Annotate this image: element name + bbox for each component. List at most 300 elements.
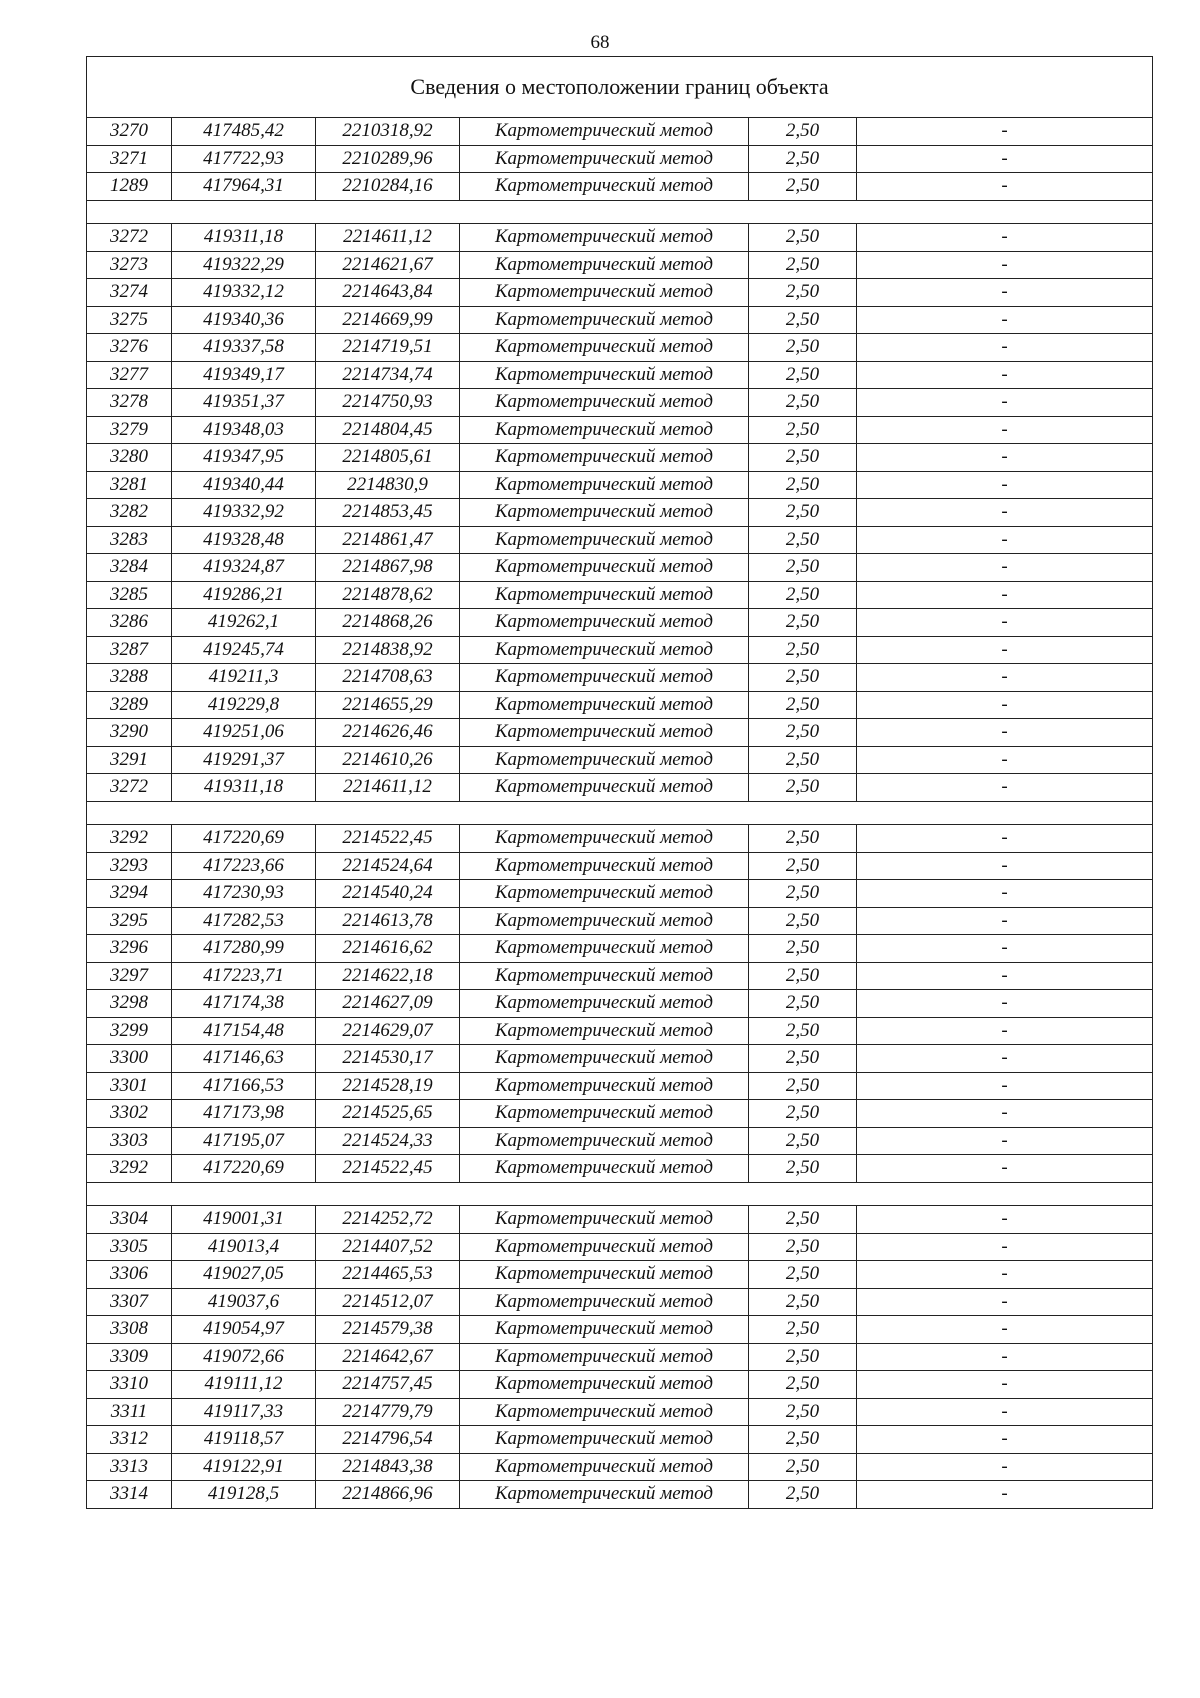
point-number-cell: 3311 bbox=[87, 1398, 172, 1426]
accuracy-cell: 2,50 bbox=[749, 880, 857, 908]
method-cell: Картометрический метод bbox=[460, 719, 749, 747]
point-number-cell: 3281 bbox=[87, 471, 172, 499]
table-row bbox=[87, 990, 1153, 1018]
coordinate-x-cell: 417485,42 bbox=[172, 118, 316, 146]
point-number-cell: 3274 bbox=[87, 279, 172, 307]
group-separator-cell bbox=[87, 200, 1153, 224]
coordinate-y-cell: 2214796,54 bbox=[316, 1426, 460, 1454]
description-cell: - bbox=[857, 118, 1153, 146]
accuracy-cell: 2,50 bbox=[749, 581, 857, 609]
method-cell: Картометрический метод bbox=[460, 1261, 749, 1289]
coordinate-x-cell: 419349,17 bbox=[172, 361, 316, 389]
coordinate-x-cell: 419328,48 bbox=[172, 526, 316, 554]
coordinate-x-cell: 419351,37 bbox=[172, 389, 316, 417]
table-row bbox=[87, 1398, 1153, 1426]
point-number-cell: 3282 bbox=[87, 499, 172, 527]
coordinate-x-cell: 419128,5 bbox=[172, 1481, 316, 1509]
coordinate-x-cell: 419001,31 bbox=[172, 1206, 316, 1234]
description-cell: - bbox=[857, 1206, 1153, 1234]
point-number-cell: 3276 bbox=[87, 334, 172, 362]
accuracy-cell: 2,50 bbox=[749, 990, 857, 1018]
coordinate-y-cell: 2214861,47 bbox=[316, 526, 460, 554]
coordinate-x-cell: 419111,12 bbox=[172, 1371, 316, 1399]
coordinate-x-cell: 419037,6 bbox=[172, 1288, 316, 1316]
description-cell: - bbox=[857, 609, 1153, 637]
group-separator-row bbox=[87, 1182, 1153, 1206]
accuracy-cell: 2,50 bbox=[749, 389, 857, 417]
table-row bbox=[87, 1261, 1153, 1289]
coordinate-y-cell: 2214750,93 bbox=[316, 389, 460, 417]
accuracy-cell: 2,50 bbox=[749, 1072, 857, 1100]
point-number-cell: 3309 bbox=[87, 1343, 172, 1371]
table-row bbox=[87, 173, 1153, 201]
coordinate-y-cell: 2214843,38 bbox=[316, 1453, 460, 1481]
description-cell: - bbox=[857, 1072, 1153, 1100]
table-row bbox=[87, 907, 1153, 935]
description-cell: - bbox=[857, 1316, 1153, 1344]
accuracy-cell: 2,50 bbox=[749, 416, 857, 444]
coordinate-x-cell: 419322,29 bbox=[172, 251, 316, 279]
group-separator-cell bbox=[87, 1182, 1153, 1206]
description-cell: - bbox=[857, 1017, 1153, 1045]
method-cell: Картометрический метод bbox=[460, 581, 749, 609]
coordinate-x-cell: 417964,31 bbox=[172, 173, 316, 201]
method-cell: Картометрический метод bbox=[460, 1481, 749, 1509]
coordinate-y-cell: 2214407,52 bbox=[316, 1233, 460, 1261]
coordinate-x-cell: 419027,05 bbox=[172, 1261, 316, 1289]
point-number-cell: 3290 bbox=[87, 719, 172, 747]
table-row bbox=[87, 1288, 1153, 1316]
coordinate-y-cell: 2214734,74 bbox=[316, 361, 460, 389]
point-number-cell: 3275 bbox=[87, 306, 172, 334]
method-cell: Картометрический метод bbox=[460, 852, 749, 880]
description-cell: - bbox=[857, 962, 1153, 990]
table-row bbox=[87, 1233, 1153, 1261]
description-cell: - bbox=[857, 1343, 1153, 1371]
description-cell: - bbox=[857, 1426, 1153, 1454]
coordinate-y-cell: 2214629,07 bbox=[316, 1017, 460, 1045]
description-cell: - bbox=[857, 1481, 1153, 1509]
method-cell: Картометрический метод bbox=[460, 1371, 749, 1399]
method-cell: Картометрический метод bbox=[460, 361, 749, 389]
method-cell: Картометрический метод bbox=[460, 1453, 749, 1481]
method-cell: Картометрический метод bbox=[460, 1206, 749, 1234]
accuracy-cell: 2,50 bbox=[749, 1288, 857, 1316]
coordinate-x-cell: 417173,98 bbox=[172, 1100, 316, 1128]
accuracy-cell: 2,50 bbox=[749, 962, 857, 990]
table-title: Сведения о местоположении границ объекта bbox=[87, 57, 1153, 118]
description-cell: - bbox=[857, 691, 1153, 719]
description-cell: - bbox=[857, 664, 1153, 692]
table-row bbox=[87, 251, 1153, 279]
table-row bbox=[87, 935, 1153, 963]
coordinate-y-cell: 2214878,62 bbox=[316, 581, 460, 609]
description-cell: - bbox=[857, 1453, 1153, 1481]
description-cell: - bbox=[857, 1155, 1153, 1183]
coordinate-y-cell: 2214655,29 bbox=[316, 691, 460, 719]
method-cell: Картометрический метод bbox=[460, 1045, 749, 1073]
accuracy-cell: 2,50 bbox=[749, 1453, 857, 1481]
table-row bbox=[87, 1072, 1153, 1100]
method-cell: Картометрический метод bbox=[460, 526, 749, 554]
coordinate-y-cell: 2214867,98 bbox=[316, 554, 460, 582]
table-row bbox=[87, 526, 1153, 554]
coordinate-x-cell: 419348,03 bbox=[172, 416, 316, 444]
table-row bbox=[87, 1316, 1153, 1344]
accuracy-cell: 2,50 bbox=[749, 907, 857, 935]
table-row bbox=[87, 664, 1153, 692]
description-cell: - bbox=[857, 825, 1153, 853]
point-number-cell: 3292 bbox=[87, 825, 172, 853]
point-number-cell: 3295 bbox=[87, 907, 172, 935]
table-row bbox=[87, 719, 1153, 747]
method-cell: Картометрический метод bbox=[460, 471, 749, 499]
point-number-cell: 3278 bbox=[87, 389, 172, 417]
accuracy-cell: 2,50 bbox=[749, 746, 857, 774]
table-row bbox=[87, 852, 1153, 880]
coordinate-y-cell: 2214643,84 bbox=[316, 279, 460, 307]
accuracy-cell: 2,50 bbox=[749, 224, 857, 252]
coordinate-x-cell: 417220,69 bbox=[172, 825, 316, 853]
point-number-cell: 3272 bbox=[87, 774, 172, 802]
description-cell: - bbox=[857, 1288, 1153, 1316]
coordinate-y-cell: 2214805,61 bbox=[316, 444, 460, 472]
point-number-cell: 3304 bbox=[87, 1206, 172, 1234]
description-cell: - bbox=[857, 389, 1153, 417]
description-cell: - bbox=[857, 935, 1153, 963]
point-number-cell: 3307 bbox=[87, 1288, 172, 1316]
accuracy-cell: 2,50 bbox=[749, 173, 857, 201]
table-row bbox=[87, 774, 1153, 802]
accuracy-cell: 2,50 bbox=[749, 1206, 857, 1234]
coordinate-x-cell: 419311,18 bbox=[172, 774, 316, 802]
accuracy-cell: 2,50 bbox=[749, 118, 857, 146]
table-row bbox=[87, 1100, 1153, 1128]
method-cell: Картометрический метод bbox=[460, 1017, 749, 1045]
accuracy-cell: 2,50 bbox=[749, 1233, 857, 1261]
table-row bbox=[87, 444, 1153, 472]
method-cell: Картометрический метод bbox=[460, 774, 749, 802]
method-cell: Картометрический метод bbox=[460, 251, 749, 279]
table-row bbox=[87, 1343, 1153, 1371]
point-number-cell: 3270 bbox=[87, 118, 172, 146]
description-cell: - bbox=[857, 774, 1153, 802]
accuracy-cell: 2,50 bbox=[749, 1100, 857, 1128]
coordinate-y-cell: 2214522,45 bbox=[316, 825, 460, 853]
table-row bbox=[87, 471, 1153, 499]
coordinate-y-cell: 2210289,96 bbox=[316, 145, 460, 173]
table-title-row bbox=[87, 57, 1153, 118]
coordinate-y-cell: 2214524,33 bbox=[316, 1127, 460, 1155]
accuracy-cell: 2,50 bbox=[749, 636, 857, 664]
description-cell: - bbox=[857, 1045, 1153, 1073]
accuracy-cell: 2,50 bbox=[749, 691, 857, 719]
point-number-cell: 3285 bbox=[87, 581, 172, 609]
coordinate-x-cell: 417166,53 bbox=[172, 1072, 316, 1100]
method-cell: Картометрический метод bbox=[460, 444, 749, 472]
coordinate-y-cell: 2214528,19 bbox=[316, 1072, 460, 1100]
coordinate-y-cell: 2214616,62 bbox=[316, 935, 460, 963]
point-number-cell: 3280 bbox=[87, 444, 172, 472]
description-cell: - bbox=[857, 746, 1153, 774]
point-number-cell: 3306 bbox=[87, 1261, 172, 1289]
accuracy-cell: 2,50 bbox=[749, 526, 857, 554]
coordinate-x-cell: 417223,66 bbox=[172, 852, 316, 880]
point-number-cell: 3296 bbox=[87, 935, 172, 963]
coordinate-x-cell: 419122,91 bbox=[172, 1453, 316, 1481]
description-cell: - bbox=[857, 636, 1153, 664]
point-number-cell: 3312 bbox=[87, 1426, 172, 1454]
table-row bbox=[87, 224, 1153, 252]
point-number-cell: 3288 bbox=[87, 664, 172, 692]
accuracy-cell: 2,50 bbox=[749, 444, 857, 472]
point-number-cell: 3297 bbox=[87, 962, 172, 990]
coordinate-y-cell: 2214579,38 bbox=[316, 1316, 460, 1344]
point-number-cell: 1289 bbox=[87, 173, 172, 201]
method-cell: Картометрический метод bbox=[460, 173, 749, 201]
description-cell: - bbox=[857, 145, 1153, 173]
coordinate-y-cell: 2214610,26 bbox=[316, 746, 460, 774]
table-row bbox=[87, 499, 1153, 527]
coordinate-x-cell: 419340,44 bbox=[172, 471, 316, 499]
coordinate-x-cell: 417282,53 bbox=[172, 907, 316, 935]
description-cell: - bbox=[857, 334, 1153, 362]
point-number-cell: 3299 bbox=[87, 1017, 172, 1045]
table-row bbox=[87, 145, 1153, 173]
description-cell: - bbox=[857, 173, 1153, 201]
method-cell: Картометрический метод bbox=[460, 691, 749, 719]
point-number-cell: 3310 bbox=[87, 1371, 172, 1399]
table-row bbox=[87, 389, 1153, 417]
coordinate-x-cell: 419013,4 bbox=[172, 1233, 316, 1261]
method-cell: Картометрический метод bbox=[460, 1155, 749, 1183]
coordinate-x-cell: 417154,48 bbox=[172, 1017, 316, 1045]
page-number: 68 bbox=[590, 32, 610, 53]
table-row bbox=[87, 746, 1153, 774]
point-number-cell: 3301 bbox=[87, 1072, 172, 1100]
coordinate-y-cell: 2214252,72 bbox=[316, 1206, 460, 1234]
accuracy-cell: 2,50 bbox=[749, 1481, 857, 1509]
description-cell: - bbox=[857, 526, 1153, 554]
coordinate-y-cell: 2210284,16 bbox=[316, 173, 460, 201]
method-cell: Картометрический метод bbox=[460, 746, 749, 774]
table-row bbox=[87, 279, 1153, 307]
coordinate-x-cell: 419072,66 bbox=[172, 1343, 316, 1371]
group-separator-cell bbox=[87, 801, 1153, 825]
table-row bbox=[87, 334, 1153, 362]
coordinate-x-cell: 419262,1 bbox=[172, 609, 316, 637]
method-cell: Картометрический метод bbox=[460, 609, 749, 637]
coordinate-y-cell: 2214540,24 bbox=[316, 880, 460, 908]
point-number-cell: 3277 bbox=[87, 361, 172, 389]
coordinate-y-cell: 2214830,9 bbox=[316, 471, 460, 499]
method-cell: Картометрический метод bbox=[460, 1316, 749, 1344]
point-number-cell: 3308 bbox=[87, 1316, 172, 1344]
table-row bbox=[87, 1127, 1153, 1155]
method-cell: Картометрический метод bbox=[460, 990, 749, 1018]
group-separator-row bbox=[87, 801, 1153, 825]
method-cell: Картометрический метод bbox=[460, 334, 749, 362]
coordinate-y-cell: 2214719,51 bbox=[316, 334, 460, 362]
table-row bbox=[87, 581, 1153, 609]
method-cell: Картометрический метод bbox=[460, 636, 749, 664]
description-cell: - bbox=[857, 1398, 1153, 1426]
method-cell: Картометрический метод bbox=[460, 825, 749, 853]
coordinate-y-cell: 2214611,12 bbox=[316, 774, 460, 802]
method-cell: Картометрический метод bbox=[460, 224, 749, 252]
coordinate-y-cell: 2214779,79 bbox=[316, 1398, 460, 1426]
coordinate-y-cell: 2214613,78 bbox=[316, 907, 460, 935]
description-cell: - bbox=[857, 1127, 1153, 1155]
method-cell: Картометрический метод bbox=[460, 1100, 749, 1128]
coordinate-y-cell: 2214669,99 bbox=[316, 306, 460, 334]
coordinate-y-cell: 2214627,09 bbox=[316, 990, 460, 1018]
coordinate-x-cell: 417174,38 bbox=[172, 990, 316, 1018]
coordinate-x-cell: 419340,36 bbox=[172, 306, 316, 334]
coordinate-y-cell: 2214525,65 bbox=[316, 1100, 460, 1128]
description-cell: - bbox=[857, 471, 1153, 499]
coordinate-x-cell: 419291,37 bbox=[172, 746, 316, 774]
coordinate-y-cell: 2214626,46 bbox=[316, 719, 460, 747]
method-cell: Картометрический метод bbox=[460, 1072, 749, 1100]
accuracy-cell: 2,50 bbox=[749, 306, 857, 334]
table-row bbox=[87, 1371, 1153, 1399]
coordinate-y-cell: 2214804,45 bbox=[316, 416, 460, 444]
method-cell: Картометрический метод bbox=[460, 306, 749, 334]
boundary-coordinates-table bbox=[86, 56, 1153, 1509]
description-cell: - bbox=[857, 499, 1153, 527]
accuracy-cell: 2,50 bbox=[749, 1398, 857, 1426]
description-cell: - bbox=[857, 444, 1153, 472]
coordinate-x-cell: 417195,07 bbox=[172, 1127, 316, 1155]
coordinate-y-cell: 2214642,67 bbox=[316, 1343, 460, 1371]
accuracy-cell: 2,50 bbox=[749, 719, 857, 747]
coordinate-y-cell: 2214524,64 bbox=[316, 852, 460, 880]
coordinate-y-cell: 2214512,07 bbox=[316, 1288, 460, 1316]
coordinate-y-cell: 2214866,96 bbox=[316, 1481, 460, 1509]
accuracy-cell: 2,50 bbox=[749, 852, 857, 880]
method-cell: Картометрический метод bbox=[460, 664, 749, 692]
coordinate-x-cell: 417223,71 bbox=[172, 962, 316, 990]
accuracy-cell: 2,50 bbox=[749, 471, 857, 499]
description-cell: - bbox=[857, 251, 1153, 279]
description-cell: - bbox=[857, 990, 1153, 1018]
coordinate-x-cell: 419332,12 bbox=[172, 279, 316, 307]
group-separator-row bbox=[87, 200, 1153, 224]
accuracy-cell: 2,50 bbox=[749, 1261, 857, 1289]
accuracy-cell: 2,50 bbox=[749, 825, 857, 853]
method-cell: Картометрический метод bbox=[460, 962, 749, 990]
accuracy-cell: 2,50 bbox=[749, 251, 857, 279]
accuracy-cell: 2,50 bbox=[749, 1371, 857, 1399]
coordinate-y-cell: 2214622,18 bbox=[316, 962, 460, 990]
description-cell: - bbox=[857, 1371, 1153, 1399]
accuracy-cell: 2,50 bbox=[749, 334, 857, 362]
method-cell: Картометрический метод bbox=[460, 1426, 749, 1454]
table-row bbox=[87, 1155, 1153, 1183]
point-number-cell: 3298 bbox=[87, 990, 172, 1018]
table-row bbox=[87, 1481, 1153, 1509]
point-number-cell: 3314 bbox=[87, 1481, 172, 1509]
method-cell: Картометрический метод bbox=[460, 1343, 749, 1371]
description-cell: - bbox=[857, 416, 1153, 444]
accuracy-cell: 2,50 bbox=[749, 361, 857, 389]
coordinate-x-cell: 419311,18 bbox=[172, 224, 316, 252]
point-number-cell: 3279 bbox=[87, 416, 172, 444]
coordinate-x-cell: 417722,93 bbox=[172, 145, 316, 173]
point-number-cell: 3287 bbox=[87, 636, 172, 664]
table-row bbox=[87, 1017, 1153, 1045]
point-number-cell: 3271 bbox=[87, 145, 172, 173]
coordinate-y-cell: 2214838,92 bbox=[316, 636, 460, 664]
coordinate-x-cell: 419332,92 bbox=[172, 499, 316, 527]
accuracy-cell: 2,50 bbox=[749, 279, 857, 307]
table-body bbox=[87, 57, 1153, 1509]
point-number-cell: 3291 bbox=[87, 746, 172, 774]
point-number-cell: 3273 bbox=[87, 251, 172, 279]
table-row bbox=[87, 691, 1153, 719]
method-cell: Картометрический метод bbox=[460, 279, 749, 307]
point-number-cell: 3292 bbox=[87, 1155, 172, 1183]
point-number-cell: 3305 bbox=[87, 1233, 172, 1261]
point-number-cell: 3272 bbox=[87, 224, 172, 252]
table-row bbox=[87, 962, 1153, 990]
point-number-cell: 3300 bbox=[87, 1045, 172, 1073]
coordinate-x-cell: 419286,21 bbox=[172, 581, 316, 609]
coordinate-x-cell: 419117,33 bbox=[172, 1398, 316, 1426]
table-row bbox=[87, 306, 1153, 334]
coordinate-y-cell: 2214853,45 bbox=[316, 499, 460, 527]
coordinate-x-cell: 419118,57 bbox=[172, 1426, 316, 1454]
method-cell: Картометрический метод bbox=[460, 1398, 749, 1426]
table-row bbox=[87, 1045, 1153, 1073]
coordinate-y-cell: 2214757,45 bbox=[316, 1371, 460, 1399]
table-row bbox=[87, 1426, 1153, 1454]
table-row bbox=[87, 554, 1153, 582]
accuracy-cell: 2,50 bbox=[749, 774, 857, 802]
accuracy-cell: 2,50 bbox=[749, 554, 857, 582]
method-cell: Картометрический метод bbox=[460, 389, 749, 417]
method-cell: Картометрический метод bbox=[460, 416, 749, 444]
point-number-cell: 3313 bbox=[87, 1453, 172, 1481]
coordinate-y-cell: 2214465,53 bbox=[316, 1261, 460, 1289]
accuracy-cell: 2,50 bbox=[749, 935, 857, 963]
method-cell: Картометрический метод bbox=[460, 145, 749, 173]
method-cell: Картометрический метод bbox=[460, 1288, 749, 1316]
description-cell: - bbox=[857, 1100, 1153, 1128]
accuracy-cell: 2,50 bbox=[749, 145, 857, 173]
accuracy-cell: 2,50 bbox=[749, 1127, 857, 1155]
coordinate-x-cell: 419337,58 bbox=[172, 334, 316, 362]
table-row bbox=[87, 361, 1153, 389]
description-cell: - bbox=[857, 852, 1153, 880]
accuracy-cell: 2,50 bbox=[749, 499, 857, 527]
accuracy-cell: 2,50 bbox=[749, 1155, 857, 1183]
coordinate-x-cell: 417220,69 bbox=[172, 1155, 316, 1183]
description-cell: - bbox=[857, 279, 1153, 307]
table-row bbox=[87, 880, 1153, 908]
table-row bbox=[87, 825, 1153, 853]
description-cell: - bbox=[857, 1261, 1153, 1289]
description-cell: - bbox=[857, 554, 1153, 582]
coordinate-x-cell: 417146,63 bbox=[172, 1045, 316, 1073]
accuracy-cell: 2,50 bbox=[749, 1017, 857, 1045]
table-row bbox=[87, 1453, 1153, 1481]
description-cell: - bbox=[857, 224, 1153, 252]
coordinate-x-cell: 419229,8 bbox=[172, 691, 316, 719]
coordinate-y-cell: 2210318,92 bbox=[316, 118, 460, 146]
coordinate-y-cell: 2214868,26 bbox=[316, 609, 460, 637]
